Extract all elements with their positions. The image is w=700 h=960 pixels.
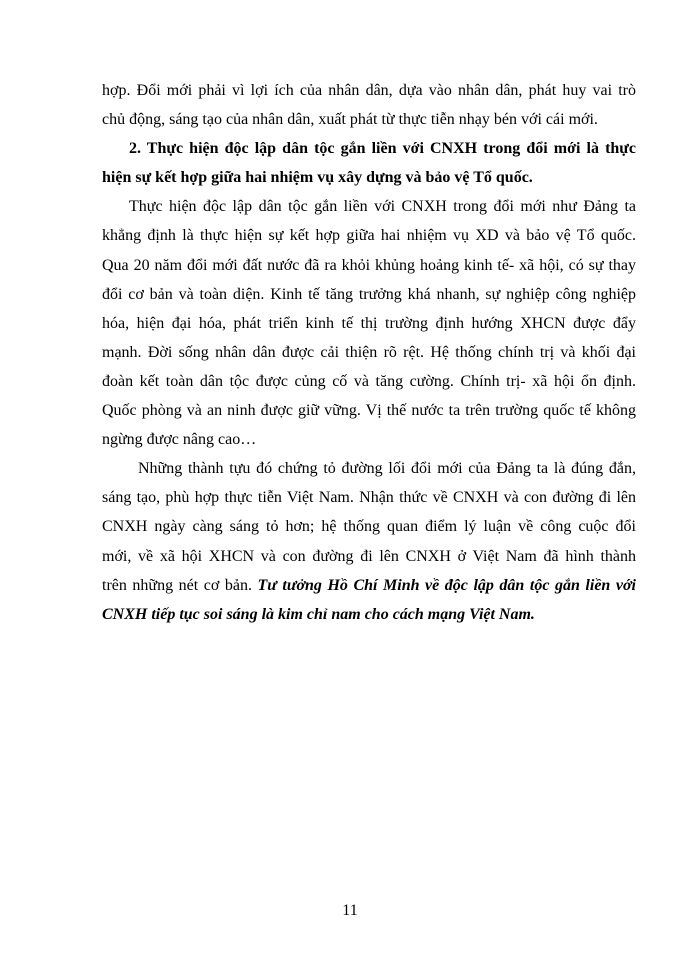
paragraph-1-line-8: Quốc phòng và an ninh được giữ vững. Vị thế nước ta trên trường quốc tế không bbox=[102, 402, 636, 420]
paragraph-2-line-5 bbox=[102, 571, 636, 600]
section-heading-line-2: hiện sự kết hợp giữa hai nhiệm vụ xây dựng và bảo vệ Tổ quốc. bbox=[102, 169, 533, 187]
paragraph-continuation-line-2: chủ động, sáng tạo của nhân dân, xuất phát từ thực tiễn nhạy bén với cái mới. bbox=[102, 111, 598, 129]
paragraph-2-line-1: Những thành tựu đó chứng tỏ đường lối đổi mới của Đảng ta là đúng đắn, bbox=[138, 460, 636, 478]
paragraph-2-line-5-plain: trên những nét cơ bản. bbox=[102, 576, 258, 594]
paragraph-1-line-4: đổi cơ bản và toàn diện. Kinh tế tăng trưởng khá nhanh, sự nghiệp công nghiệp bbox=[102, 285, 636, 303]
paragraph-1-line-9: ngừng được nâng cao… bbox=[102, 431, 257, 449]
paragraph-1-line-6: mạnh. Đời sống nhân dân được cải thiện rõ rệt. Hệ thống chính trị và khối đại bbox=[102, 343, 636, 361]
document-body bbox=[102, 76, 636, 629]
paragraph-1-line-7: đoàn kết toàn dân tộc được củng cố và tăng cường. Chính trị- xã hội ổn định. bbox=[102, 372, 636, 390]
page-number: 11 bbox=[342, 902, 358, 919]
paragraph-2-line-3: CNXH ngày càng sáng tỏ hơn; hệ thống quan điểm lý luận về công cuộc đổi bbox=[102, 518, 636, 536]
paragraph-2-line-4: mới, về xã hội XHCN và con đường đi lên CNXH ở Việt Nam đã hình thành bbox=[102, 547, 636, 565]
paragraph-2-line-2: sáng tạo, phù hợp thực tiễn Việt Nam. Nhận thức về CNXH và con đường đi lên bbox=[102, 489, 636, 507]
paragraph-1-line-1: Thực hiện độc lập dân tộc gắn liền với CNXH trong đổi mới như Đảng ta bbox=[129, 198, 636, 216]
paragraph-1-line-5: hóa, hiện đại hóa, phát triển kinh tế thị trường định hướng XHCN được đẩy bbox=[102, 314, 636, 332]
paragraph-2-emphasis-part-1: Tư tưởng Hồ Chí Minh về độc lập dân tộc gắn liền với bbox=[257, 576, 636, 594]
paragraph-continuation-line-1: hợp. Đổi mới phải vì lợi ích của nhân dân, dựa vào nhân dân, phát huy vai trò bbox=[102, 82, 636, 99]
section-heading-line-1: 2. Thực hiện độc lập dân tộc gắn liền với CNXH trong đổi mới là thực bbox=[129, 140, 636, 158]
paragraph-1-line-3: Qua 20 năm đổi mới đất nước đã ra khỏi khủng hoảng kinh tế- xã hội, có sự thay bbox=[102, 256, 636, 274]
paragraph-2-emphasis-part-2: CNXH tiếp tục soi sáng là kim chỉ nam cho cách mạng Việt Nam. bbox=[102, 605, 535, 623]
paragraph-1-line-2: khẳng định là thực hiện sự kết hợp giữa hai nhiệm vụ XD và bảo vệ Tổ quốc. bbox=[102, 227, 636, 245]
